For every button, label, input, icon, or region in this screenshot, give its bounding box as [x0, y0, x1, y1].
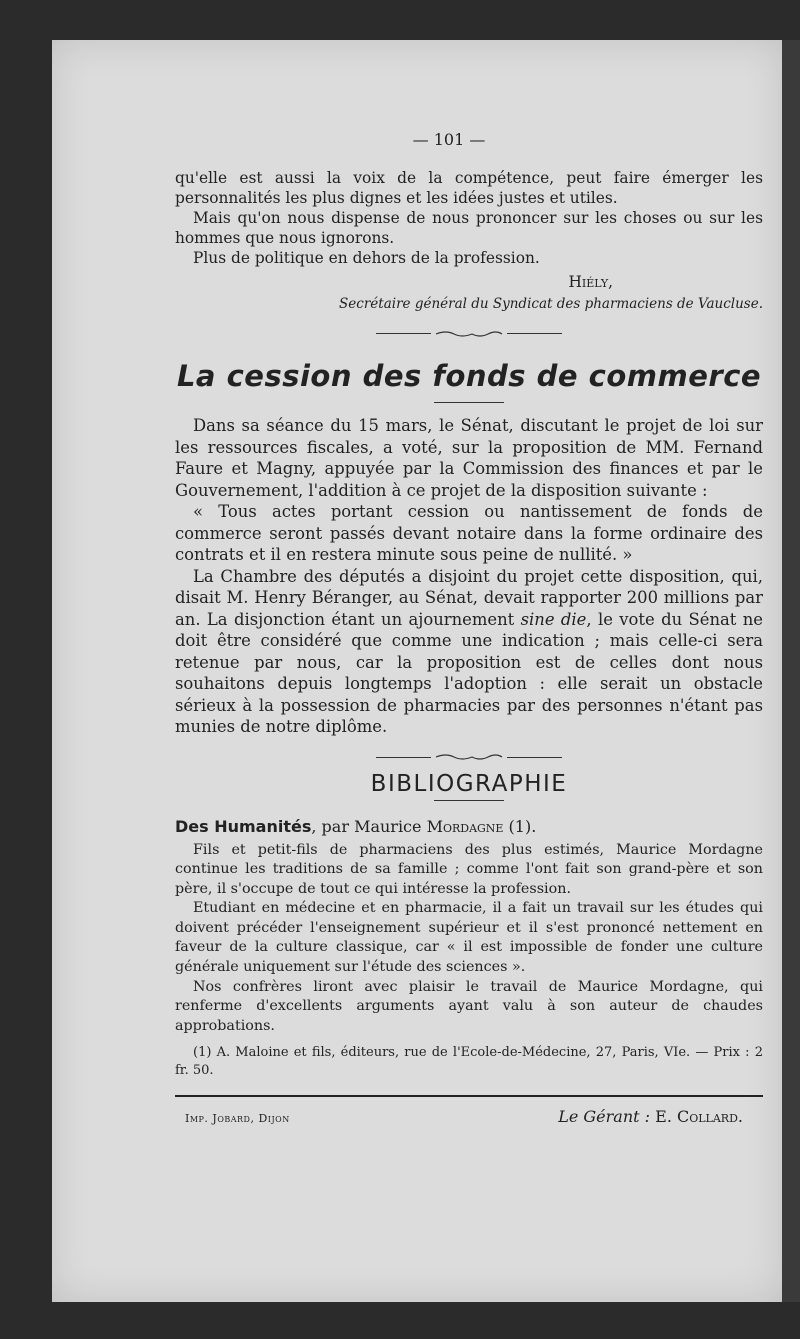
printer-credit: Imp. Jobard, Dijon — [185, 1112, 290, 1125]
page-footer — [175, 1095, 763, 1126]
footnote-ref: (1). — [503, 816, 537, 836]
intro-paragraph-2: Mais qu'on nous dispense de nous prononcer sur les choses ou sur les hommes que nous ignorons. — [175, 209, 763, 247]
ornament-divider — [175, 324, 763, 344]
signature-title: Secrétaire général du Syndicat des pharmaciens de Vaucluse. — [339, 296, 763, 312]
intro-paragraph-3: Plus de politique en dehors de la profession. — [193, 249, 540, 267]
title-rule — [434, 402, 504, 403]
manager-credit — [558, 1107, 743, 1126]
manager-initial: E. — [650, 1107, 677, 1126]
footnote: (1) A. Maloine et fils, éditeurs, rue de l'Ecole-de-Médecine, 27, Paris, VIe. — Prix : 2 fr. 50. — [175, 1045, 763, 1079]
signature-name: Hiély, — [568, 273, 613, 291]
latin-phrase: sine die — [520, 609, 587, 629]
book-author: Mordagne — [426, 816, 504, 836]
article-paragraph-3-part-b: , le vote du Sénat ne doit être considéré que comme une indication ; mais celle-ci sera retenue par nous, car la proposition est de celles dont nous souhaitons depuis longtemps l'adoption : elle serait un obstacle sérieux à la possession de pharmacies par des personnes n'étant pas munies de notre diplôme. — [175, 609, 763, 736]
bibliography-heading: BIBLIOGRAPHIE — [370, 770, 568, 797]
review-paragraph-2: Etudiant en médecine et en pharmacie, il a fait un travail sur les études qui doivent précéder l'enseignement supérieur et il s'est prononcé nettement en faveur de la culture classique, car « il est impossible de fonder une culture générale uniquement sur l'étude des sciences ». — [175, 900, 763, 976]
page-content — [175, 130, 763, 1080]
manager-name: Collard. — [676, 1107, 743, 1126]
review-paragraph-1: Fils et petit-fils de pharmaciens des plus estimés, Maurice Mordagne continue les traditions de sa famille ; comme l'ont fait son grand-père et son père, il s'occupe de tout ce qui intéresse la profession. — [175, 841, 763, 897]
article-paragraph-1: Dans sa séance du 15 mars, le Sénat, discutant le projet de loi sur les ressources fiscales, a voté, sur la proposition de MM. Fernand Faure et Magny, appuyée par la Commission des finances et par le Gouvernement, l'addition à ce projet de la disposition suivante : — [175, 416, 763, 500]
review-paragraph-3: Nos confrères liront avec plaisir le travail de Maurice Mordagne, qui renferme d'excellents arguments ayant valu à son auteur de chaudes approbations. — [175, 978, 763, 1034]
ornament-divider-2 — [175, 748, 763, 768]
article-title: La cession des fonds de commerce — [176, 359, 762, 393]
article-paragraph-3-part-a: La Chambre des députés a disjoint du projet cette disposition, qui, disait M. Henry Béranger, au Sénat, devait rapporter 200 millions par an. La disjonction étant un ajournement — [175, 566, 763, 629]
article-paragraph-2: « Tous actes portant cession ou nantissement de fonds de commerce seront passés devant notaire dans la forme ordinaire des contrats et il en restera minute sous peine de nullité. » — [175, 502, 763, 564]
heading-rule — [434, 800, 504, 801]
article-paragraph-3 — [175, 566, 763, 738]
page-edge — [782, 40, 800, 1302]
page-number: — 101 — — [412, 130, 486, 149]
book-entry — [175, 817, 763, 837]
intro-paragraph-1: qu'elle est aussi la voix de la compétence, peut faire émerger les personnalités les plus dignes et les idées justes et utiles. — [175, 169, 763, 207]
manager-label: Le Gérant : — [558, 1107, 651, 1126]
book-title: Des Humanités — [175, 816, 312, 836]
article-body — [175, 415, 763, 738]
book-by: , par Maurice — [311, 816, 427, 836]
book-review — [175, 841, 763, 1037]
